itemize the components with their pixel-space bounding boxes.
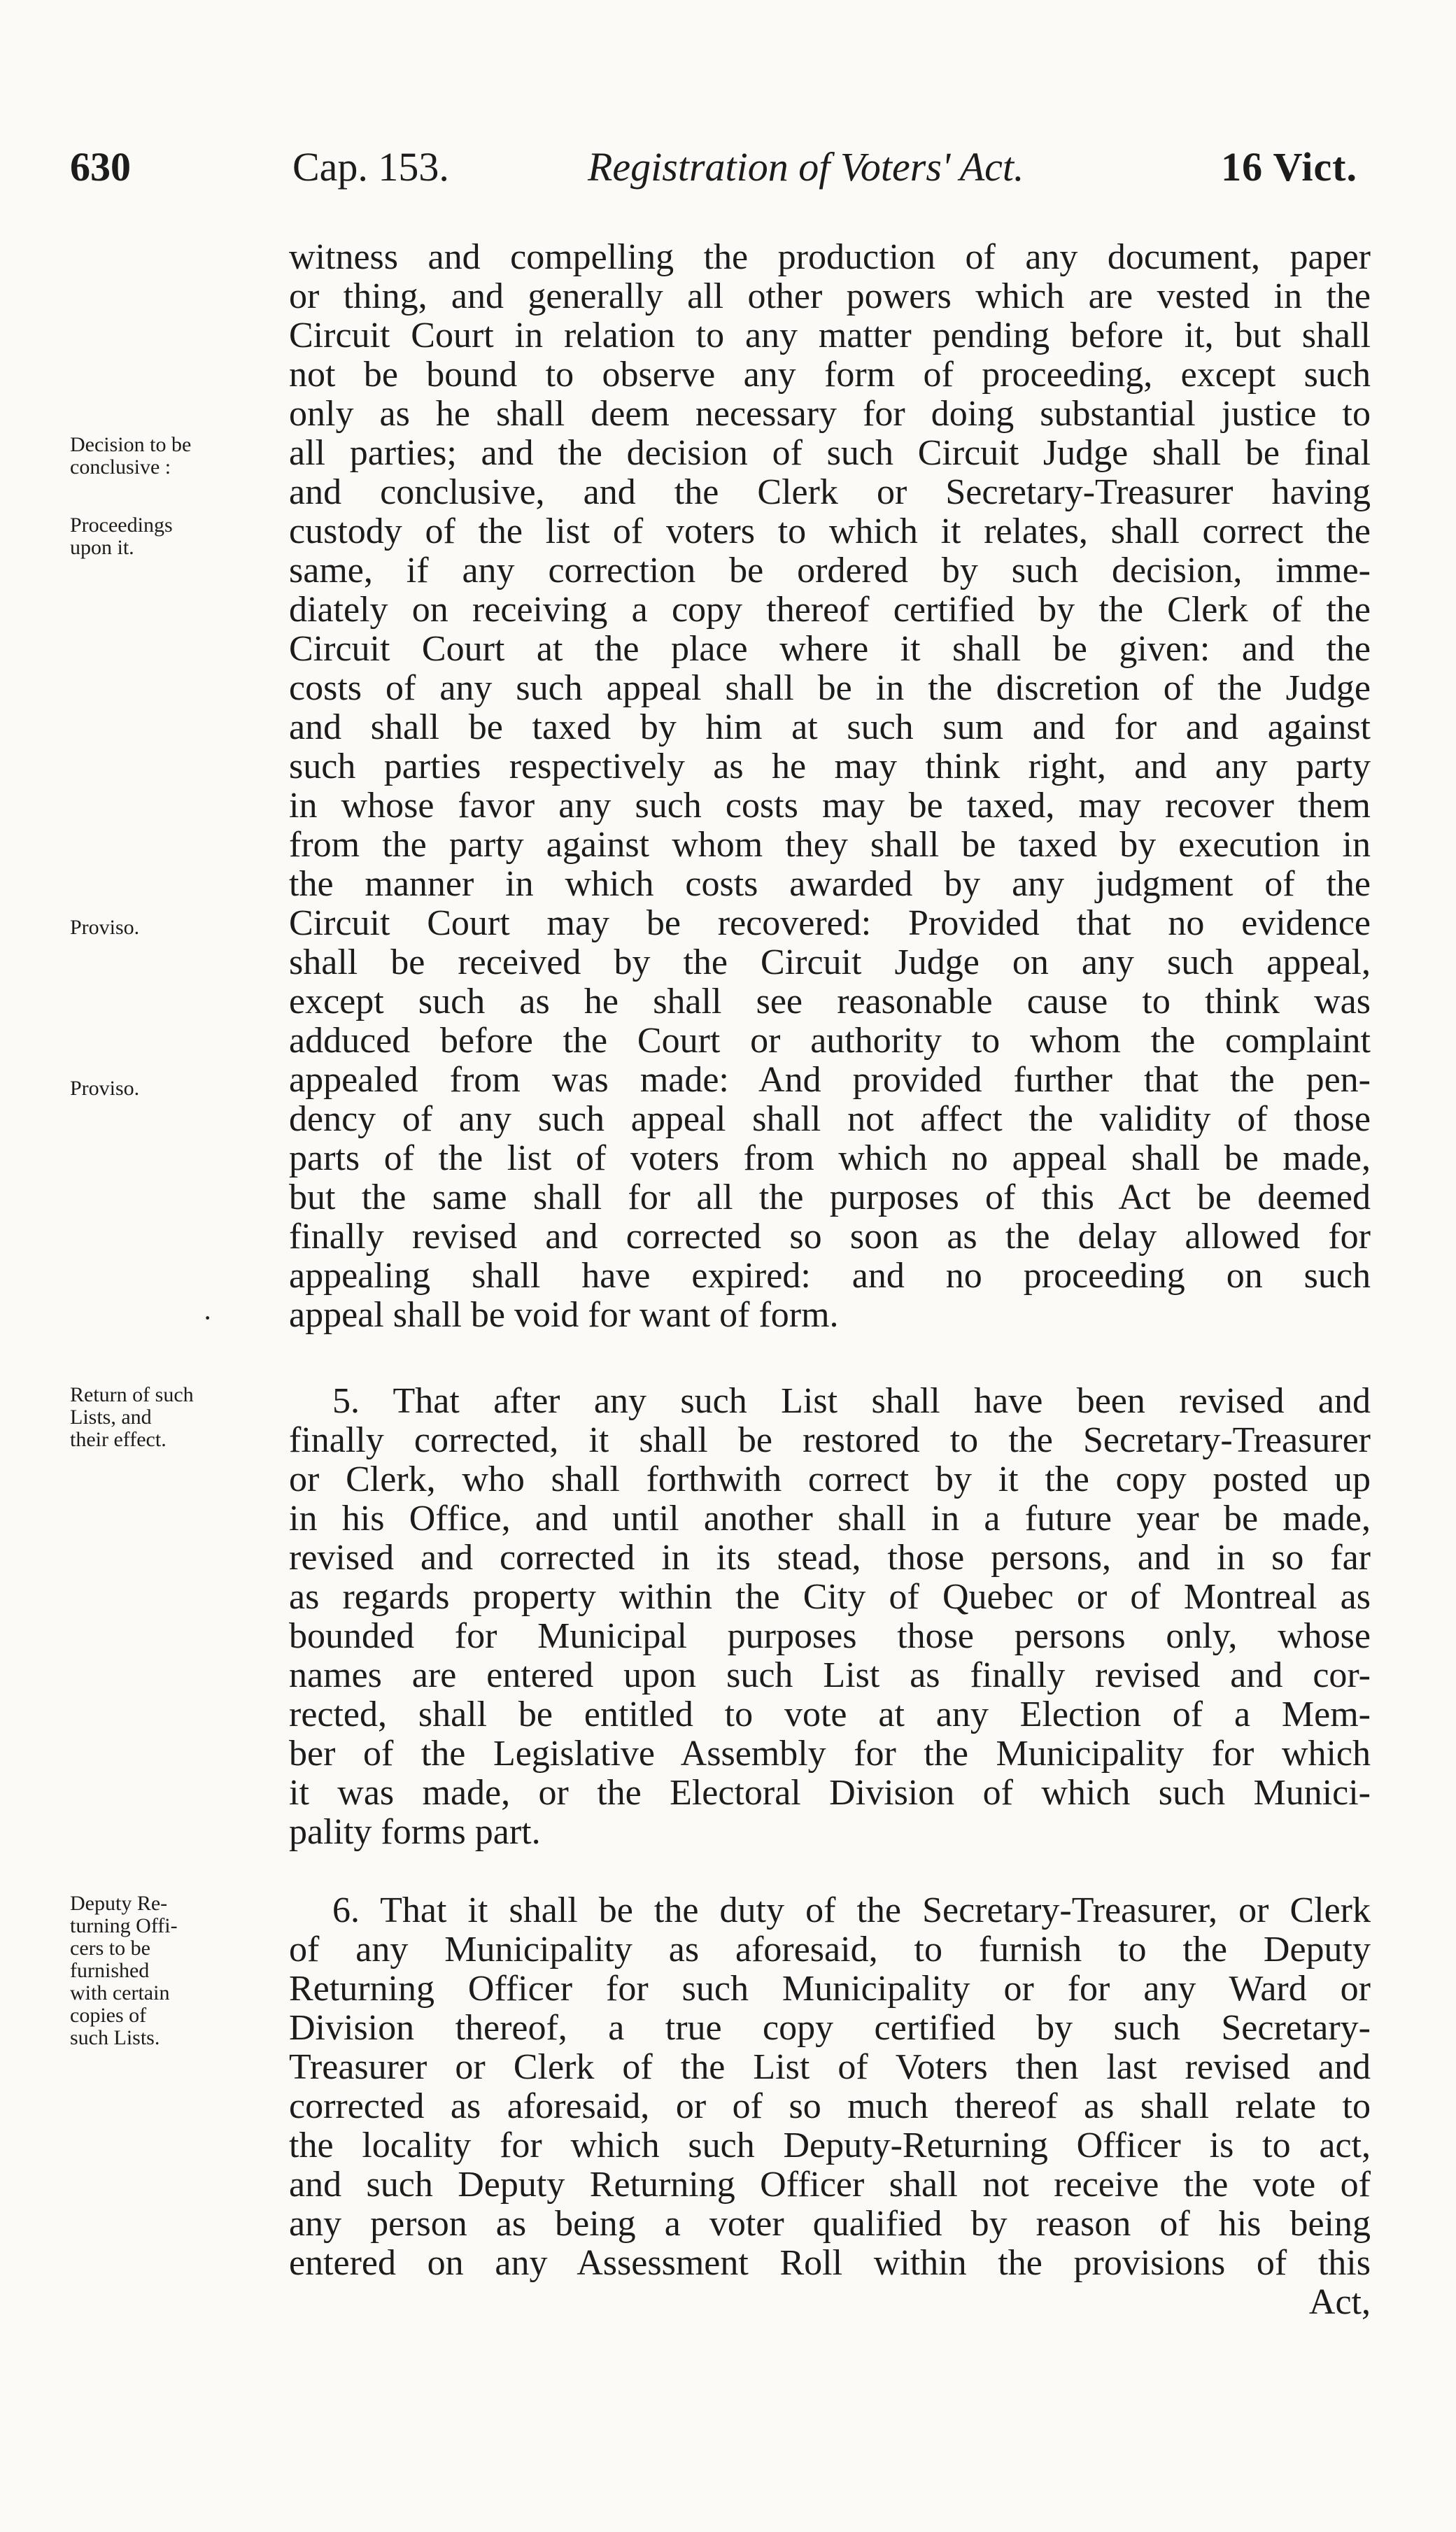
text-line: witness and compelling the production of any document, paper	[289, 238, 1371, 277]
text-line: same, if any correction be ordered by such decision, imme-	[289, 551, 1371, 590]
text-line: entered on any Assessment Roll within the provisions of this	[289, 2244, 1371, 2283]
text-line: all parties; and the decision of such Circuit Judge shall be final	[289, 434, 1371, 473]
text-line: Returning Officer for such Municipality or for any Ward or	[289, 1969, 1371, 2009]
text-line: only as he shall deem necessary for doing substantial justice to	[289, 395, 1371, 434]
text-line: rected, shall be entitled to vote at any Election of a Mem-	[289, 1695, 1371, 1734]
margin-note-proviso	[70, 1077, 287, 1100]
text-line: Circuit Court at the place where it shall be given: and the	[289, 630, 1371, 669]
text-line: but the same shall for all the purposes of this Act be deemed	[289, 1178, 1371, 1217]
text-line: of any Municipality as aforesaid, to furnish to the Deputy	[289, 1930, 1371, 1969]
chapter-number: Cap. 153.	[292, 144, 449, 190]
text-line: bounded for Municipal purposes those persons only, whose	[289, 1617, 1371, 1656]
stray-mark: ·	[203, 1302, 213, 1334]
text-line: or Clerk, who shall forthwith correct by it the copy posted up	[289, 1460, 1371, 1499]
text-line: pality forms part.	[289, 1813, 541, 1852]
margin-note-return-of-lists	[70, 1384, 287, 1451]
text-line: custody of the list of voters to which it relates, shall correct the	[289, 512, 1371, 551]
text-line: any person as being a voter qualified by reason of his being	[289, 2205, 1371, 2244]
text-line: and conclusive, and the Clerk or Secretary-Treasurer having	[289, 473, 1371, 512]
text-line: from the party against whom they shall be taxed by execution in	[289, 826, 1371, 865]
section-6-line: 6. That it shall be the duty of the Secretary-Treasurer, or Clerk	[332, 1891, 1371, 1930]
text-line: Treasurer or Clerk of the List of Voters then last revised and	[289, 2048, 1371, 2087]
margin-note-line: Proceedings	[70, 514, 173, 537]
text-line: the locality for which such Deputy-Returning Officer is to act,	[289, 2126, 1371, 2165]
text-line: corrected as aforesaid, or of so much thereof as shall relate to	[289, 2087, 1371, 2126]
margin-note-line: Proviso.	[70, 916, 140, 939]
text-line: costs of any such appeal shall be in the discretion of the Judge	[289, 669, 1371, 708]
margin-note-line: conclusive :	[70, 455, 171, 479]
text-line: except such as he shall see reasonable cause to think was	[289, 982, 1371, 1021]
text-line: as regards property within the City of Quebec or of Montreal as	[289, 1578, 1371, 1617]
margin-note-decision	[70, 434, 287, 479]
text-line: ber of the Legislative Assembly for the Municipality for which	[289, 1734, 1371, 1774]
section-5-line: 5. That after any such List shall have been revised and	[332, 1382, 1371, 1421]
margin-note-line: furnished	[70, 1959, 150, 1982]
margin-note-line: Return of such	[70, 1383, 194, 1406]
running-header	[70, 143, 1385, 206]
margin-note-line: Proviso.	[70, 1077, 140, 1100]
text-line: finally revised and corrected so soon as the delay allowed for	[289, 1217, 1371, 1257]
margin-note-line: cers to be	[70, 1937, 150, 1960]
text-line: finally corrected, it shall be restored to the Secretary-Treasurer	[289, 1421, 1371, 1460]
text-line: Circuit Court in relation to any matter pending before it, but shall	[289, 316, 1371, 355]
text-line: Division thereof, a true copy certified by such Secretary-	[289, 2009, 1371, 2048]
act-title: Registration of Voters' Act.	[588, 144, 1024, 190]
text-line: names are entered upon such List as finally revised and cor-	[289, 1656, 1371, 1695]
text-line: adduced before the Court or authority to whom the complaint	[289, 1021, 1371, 1061]
margin-note-line: Deputy Re-	[70, 1892, 168, 1915]
margin-note-line: with certain	[70, 1981, 170, 2004]
page-number: 630	[70, 144, 131, 190]
margin-note-line: turning Offi-	[70, 1914, 178, 1937]
margin-note-line: Lists, and	[70, 1406, 152, 1429]
text-line: or thing, and generally all other powers which are vested in the	[289, 277, 1371, 316]
margin-note-line: such Lists.	[70, 2026, 160, 2049]
text-line: parts of the list of voters from which no appeal shall be made,	[289, 1139, 1371, 1178]
text-line: appealing shall have expired: and no proceeding on such	[289, 1257, 1371, 1296]
text-line: Circuit Court may be recovered: Provided that no evidence	[289, 904, 1371, 943]
margin-note-line: upon it.	[70, 536, 134, 559]
margin-note-deputy-returning-officers	[70, 1893, 287, 2049]
text-line: dency of any such appeal shall not affect the validity of those	[289, 1100, 1371, 1139]
text-line: in his Office, and until another shall in a future year be made,	[289, 1499, 1371, 1539]
margin-note-line: Decision to be	[70, 433, 192, 456]
text-line: in whose favor any such costs may be taxed, may recover them	[289, 786, 1371, 826]
margin-note-line: their effect.	[70, 1428, 167, 1451]
text-line: appealed from was made: And provided further that the pen-	[289, 1061, 1371, 1100]
text-line: such parties respectively as he may think right, and any party	[289, 747, 1371, 786]
text-line: and shall be taxed by him at such sum and for and against	[289, 708, 1371, 747]
margin-note-proceedings	[70, 514, 287, 559]
text-line: not be bound to observe any form of proceeding, except such	[289, 355, 1371, 395]
text-line: shall be received by the Circuit Judge on any such appeal,	[289, 943, 1371, 982]
margin-note-line: copies of	[70, 2004, 147, 2027]
margin-note-proviso	[70, 917, 287, 939]
text-line: appeal shall be void for want of form.	[289, 1296, 839, 1335]
catchword: Act,	[1308, 2283, 1371, 2322]
text-line: diately on receiving a copy thereof certified by the Clerk of the	[289, 590, 1371, 630]
regnal-year: 16 Vict.	[1221, 144, 1357, 190]
text-line: the manner in which costs awarded by any judgment of the	[289, 865, 1371, 904]
text-line: and such Deputy Returning Officer shall not receive the vote of	[289, 2165, 1371, 2205]
text-line: it was made, or the Electoral Division of which such Munici-	[289, 1774, 1371, 1813]
text-line: revised and corrected in its stead, those persons, and in so far	[289, 1539, 1371, 1578]
